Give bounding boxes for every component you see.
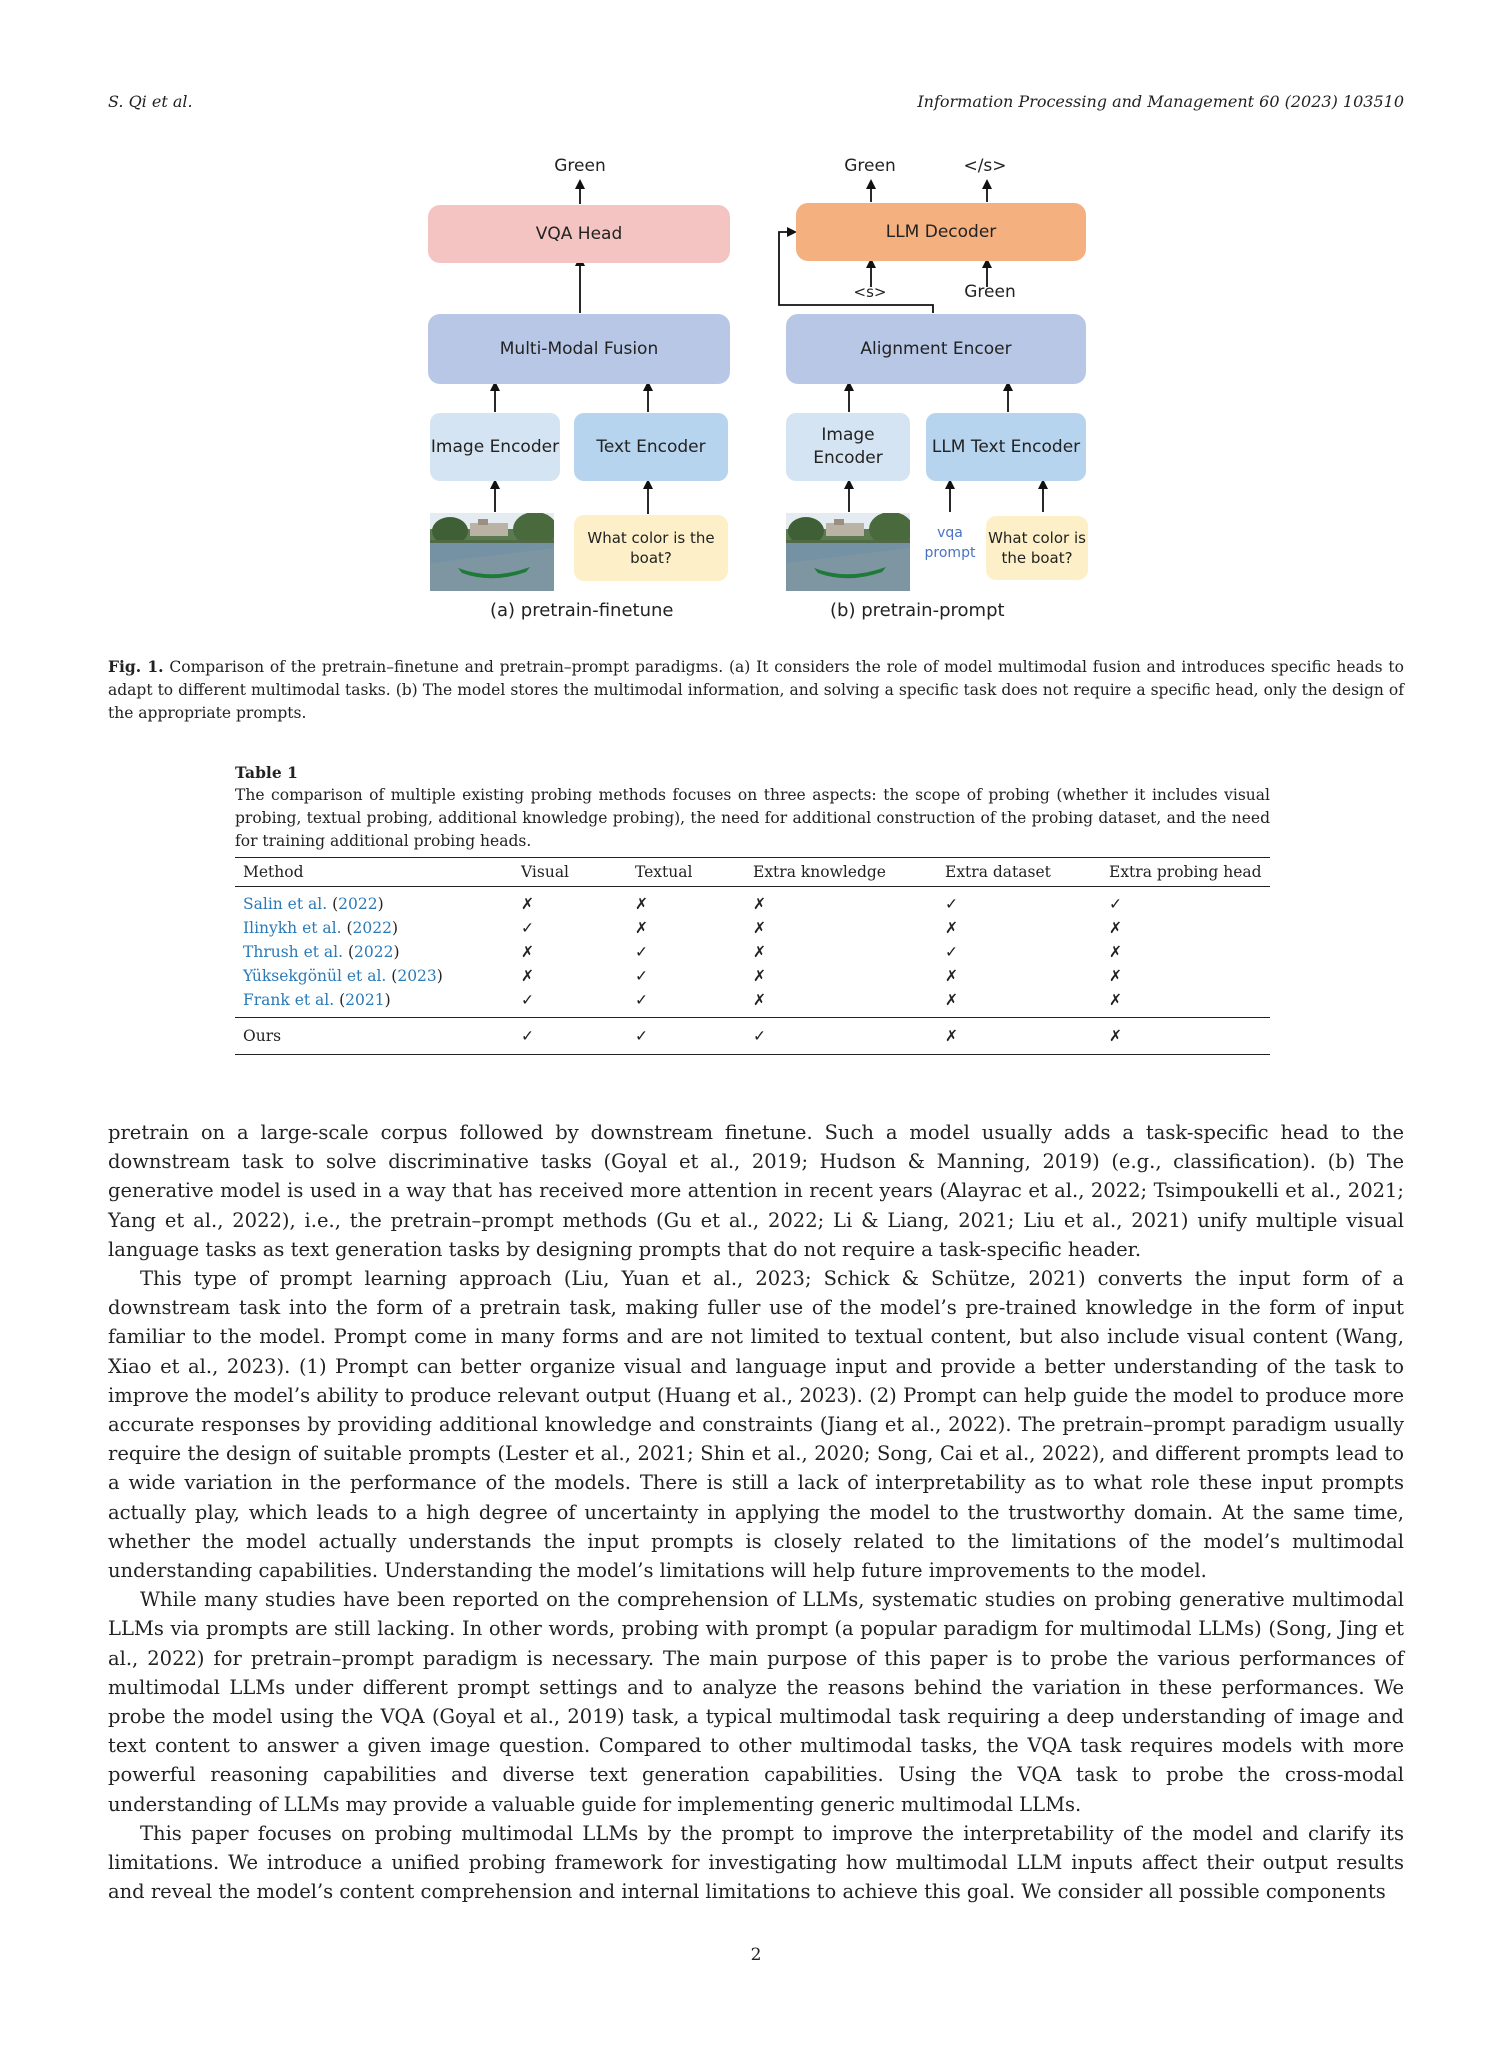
fig-b-llm-text-encoder-box: LLM Text Encoder xyxy=(926,413,1086,481)
col-extra-probing-head: Extra probing head xyxy=(1101,858,1270,887)
cell-visual: ✓ xyxy=(513,1018,627,1055)
comparison-table xyxy=(235,857,1270,1055)
cell-extra-dataset: ✓ xyxy=(945,895,958,913)
table-row-ours xyxy=(235,1018,1270,1055)
cell-visual: ✗ xyxy=(521,895,534,913)
table-row: Thrush et al. (2022) ✗ ✓ ✗ ✓ ✗ xyxy=(235,940,1270,964)
paragraph-3: While many studies have been reported on the comprehension of LLMs, systematic studies on probing generative multimodal LLMs via prompts are still lacking. In other words, probing with prompt (a popular paradigm for multimodal LLMs) (Song, Jing et al., 2022) for pretrain–prompt paradigm is necessary. The main purpose of this paper is to probe the various performances of multimodal LLMs under different prompt settings and to analyze the reasons behind the variation in these performances. We probe the model using the VQA (Goyal et al., 2019) task, a typical multimodal task requiring a deep understanding of image and text content to answer a given image question. Compared to other multimodal tasks, the VQA task requires models with more powerful reasoning capabilities and diverse text generation capabilities. Using the VQA task to probe the cross-modal understanding of LLMs may provide a valuable guide for implementing generic multimodal LLMs. xyxy=(108,1588,1404,1816)
figure-caption-text: Comparison of the pretrain–finetune and pretrain–prompt paradigms. (a) It considers the role of model multimodal fusion and introduces specific heads to adapt to different multimodal tasks. (b) The model stores the multimodal information, and solving a specific task does not require a specific head, only the design of the appropriate prompts. xyxy=(108,658,1404,722)
cell-extra-probing-head: ✗ xyxy=(1109,991,1122,1009)
fig-b-output-eos: </s> xyxy=(963,156,1007,176)
cell-method-ours: Ours xyxy=(235,1018,513,1055)
cell-extra-knowledge: ✗ xyxy=(753,967,766,985)
paragraph-2: This type of prompt learning approach (Liu, Yuan et al., 2023; Schick & Schütze, 2021) converts the input form of a downstream task into the form of a pretrain task, making fuller use of the model’s pre-trained knowledge in the form of input familiar to the model. Prompt come in many forms and are not limited to textual content, but also include visual content (Wang, Xiao et al., 2023). (1) Prompt can better organize visual and language input and provide a better understanding of the task to improve the model’s ability to produce relevant output (Huang et al., 2023). (2) Prompt can help guide the model to produce more accurate responses by providing additional knowledge and constraints (Jiang et al., 2022). The pretrain–prompt paradigm usually require the design of suitable prompts (Lester et al., 2021; Shin et al., 2020; Song, Cai et al., 2022), and different prompts lead to a wide variation in the performance of the models. There is still a lack of interpretability as to what role these input prompts actually play, which leads to a high degree of uncertainty in applying the model to the trustworthy domain. At the same time, whether the model actually understands the input prompts is closely related to the limitations of the model’s multimodal understanding capabilities. Understanding the model’s limitations will help future improvements to the model. xyxy=(108,1267,1404,1583)
col-textual: Textual xyxy=(627,858,745,887)
cell-extra-dataset: ✗ xyxy=(937,1018,1101,1055)
paragraph-4: This paper focuses on probing multimodal LLMs by the prompt to improve the interpretability of the model and clarify its limitations. We introduce a unified probing framework for investigating how multimodal LLM inputs affect their output results and reveal the model’s content comprehension and internal limitations to achieve this goal. We consider all possible components xyxy=(108,1821,1404,1904)
figure-1 xyxy=(420,150,1100,630)
citation-year-link[interactable]: 2022 xyxy=(338,895,378,913)
cell-visual: ✓ xyxy=(521,991,534,1009)
cell-extra-probing-head: ✗ xyxy=(1109,943,1122,961)
body-text xyxy=(108,1118,1404,1906)
col-visual: Visual xyxy=(513,858,627,887)
fig-b-output-green: Green xyxy=(844,156,896,176)
table-header-row xyxy=(235,858,1270,887)
table-row: Ilinykh et al. (2022) ✓ ✗ ✗ ✗ ✗ xyxy=(235,916,1270,940)
table-row: Yüksekgönül et al. (2023) ✗ ✓ ✗ ✗ ✗ xyxy=(235,964,1270,988)
cell-visual: ✗ xyxy=(521,943,534,961)
figure-caption xyxy=(108,655,1404,725)
llm-decoder-box: LLM Decoder xyxy=(796,203,1086,261)
running-header-authors: S. Qi et al. xyxy=(108,92,193,111)
cell-extra-probing-head: ✗ xyxy=(1109,919,1122,937)
cell-extra-probing-head: ✓ xyxy=(1109,895,1122,913)
citation-link[interactable]: Frank et al. xyxy=(243,991,335,1009)
fig-a-caption: (a) pretrain-finetune xyxy=(490,600,674,621)
cell-extra-knowledge: ✗ xyxy=(753,943,766,961)
table-title: Table 1 xyxy=(235,763,298,782)
cell-textual: ✓ xyxy=(627,1018,745,1055)
alignment-encoder-box: Alignment Encoer xyxy=(786,314,1086,384)
cell-visual: ✓ xyxy=(521,919,534,937)
citation-link[interactable]: Salin et al. xyxy=(243,895,328,913)
vqa-head-box: VQA Head xyxy=(428,205,730,263)
fig-a-question-box: What color is the boat? xyxy=(574,515,728,581)
cell-textual: ✗ xyxy=(635,895,648,913)
cell-extra-dataset: ✗ xyxy=(945,967,958,985)
fig-a-text-encoder-box: Text Encoder xyxy=(574,413,728,481)
fig-b-vqa-prompt-label: vqa prompt xyxy=(924,525,976,561)
cell-visual: ✗ xyxy=(521,967,534,985)
cell-textual: ✓ xyxy=(635,967,648,985)
citation-year-link[interactable]: 2021 xyxy=(345,991,385,1009)
col-extra-knowledge: Extra knowledge xyxy=(745,858,937,887)
citation-link[interactable]: Yüksekgönül et al. xyxy=(243,967,387,985)
fig-b-caption: (b) pretrain-prompt xyxy=(830,600,1005,621)
citation-year-link[interactable]: 2022 xyxy=(354,943,394,961)
fig-b-image-encoder-box: Image Encoder xyxy=(786,413,910,481)
figure-caption-label: Fig. 1. xyxy=(108,657,164,676)
table-row: Frank et al. (2021) ✓ ✓ ✗ ✗ ✗ xyxy=(235,988,1270,1018)
running-header-journal: Information Processing and Management 60 (2023) 103510 xyxy=(917,92,1404,111)
cell-extra-knowledge: ✗ xyxy=(753,919,766,937)
table-description: The comparison of multiple existing probing methods focuses on three aspects: the scope of probing (whether it includes visual probing, textual probing, additional knowledge probing), the need for additional construction of the probing dataset, and the need for training additional probing heads. xyxy=(235,786,1270,850)
fig-a-boat-image xyxy=(430,513,554,591)
cell-extra-dataset: ✗ xyxy=(945,919,958,937)
cell-extra-dataset: ✓ xyxy=(945,943,958,961)
table-1 xyxy=(235,762,1270,1055)
fig-b-start-token: <s> xyxy=(853,283,887,301)
cell-textual: ✓ xyxy=(635,991,648,1009)
fig-b-input-token: Green xyxy=(964,282,1016,302)
paragraph-1: pretrain on a large-scale corpus followed by downstream finetune. Such a model usually adds a task-specific head to the downstream task to solve discriminative tasks (Goyal et al., 2019; Hudson & Manning, 2019) (e.g., classification). (b) The generative model is used in a way that has received more attention in recent years (Alayrac et al., 2022; Tsimpoukelli et al., 2021; Yang et al., 2022), i.e., the pretrain–prompt methods (Gu et al., 2022; Li & Liang, 2021; Liu et al., 2021) unify multiple visual language tasks as text generation tasks by designing prompts that do not require a task-specific header. xyxy=(108,1121,1404,1261)
cell-extra-knowledge: ✗ xyxy=(753,895,766,913)
col-method: Method xyxy=(235,858,513,887)
fig-a-output: Green xyxy=(554,156,606,176)
cell-extra-probing-head: ✗ xyxy=(1101,1018,1270,1055)
cell-textual: ✓ xyxy=(635,943,648,961)
table-row: Salin et al. (2022) ✗ ✗ ✗ ✓ ✓ xyxy=(235,887,1270,917)
citation-link[interactable]: Thrush et al. xyxy=(243,943,344,961)
multimodal-fusion-box: Multi-Modal Fusion xyxy=(428,314,730,384)
page-number: 2 xyxy=(750,1945,762,1965)
cell-extra-knowledge: ✗ xyxy=(753,991,766,1009)
citation-link[interactable]: Ilinykh et al. xyxy=(243,919,342,937)
citation-year-link[interactable]: 2023 xyxy=(397,967,437,985)
col-extra-dataset: Extra dataset xyxy=(937,858,1101,887)
fig-b-question-box: What color is the boat? xyxy=(986,516,1088,580)
fig-a-image-encoder-box: Image Encoder xyxy=(430,413,560,481)
cell-extra-dataset: ✗ xyxy=(945,991,958,1009)
fig-b-boat-image xyxy=(786,513,910,591)
citation-year-link[interactable]: 2022 xyxy=(352,919,392,937)
cell-textual: ✗ xyxy=(635,919,648,937)
cell-extra-probing-head: ✗ xyxy=(1109,967,1122,985)
cell-extra-knowledge: ✓ xyxy=(745,1018,937,1055)
